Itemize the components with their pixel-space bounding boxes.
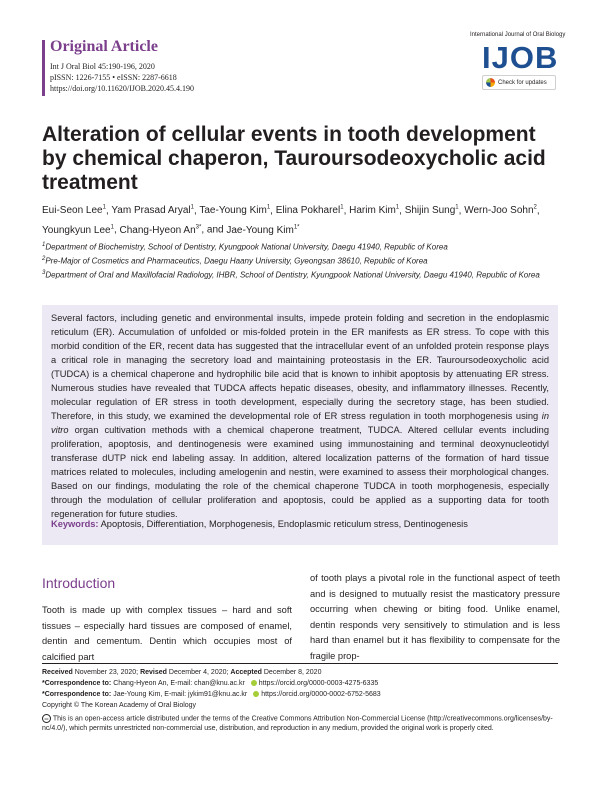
keywords [51,519,549,529]
journal-logo: IJOB [482,40,559,75]
citation-block [50,61,194,94]
keywords-label: Keywords: [51,519,99,529]
author[interactable]: Wern-Joo Sohn$^2$ [464,205,537,217]
author[interactable]: Tae-Young Kim$^1$ [199,205,271,217]
orcid-icon [251,680,257,686]
author[interactable]: Shijin Sung$^1$ [404,205,459,217]
footer-divider [42,663,558,664]
author[interactable]: Jae-Young Kim$^{1*}$ [226,224,300,236]
citation: Int J Oral Biol 45:190-196, 2020 [50,62,155,71]
doi-link[interactable]: https://doi.org/10.11620/IJOB.2020.45.4.190 [50,84,195,93]
dates-line: Received November 23, 2020; Revised December 4, 2020; Accepted December 8, 2020 [42,669,322,676]
creative-commons-icon: cc [42,714,51,723]
affiliation: $^2$Pre-Major of Cosmetics and Pharmaceutics, Daegu Haany University, Gyeongsan 38610, Republic of Korea [42,256,428,266]
keywords-text: Apoptosis, Differentiation, Morphogenesis, Endoplasmic reticulum stress, Dentinogenesis [100,519,468,529]
section-heading-introduction: Introduction [42,575,116,591]
author[interactable]: Yam Prasad Aryal$^1$ [111,205,194,217]
intro-paragraph-left: Tooth is made up with complex tissues – hard and soft tissues – especially hard tissues are composed of enamel, dentin and cementum. Dentin which occupies most of calcified part [42,605,292,662]
abstract-text: Several factors, including genetic and environmental insults, impede protein folding and secretion in the endoplasmic reticulum (ER). Accumulation of unfolded or mis-folded protein in the ER manifests as ER stress. To cope with this morbid condition of the ER, recent data has suggested that the intracellular event of an unfolded protein response plays a critical role in managing the secretory load and maintaining proteostasis in the ER. Tauroursodeoxycholic acid (TUDCA) is a chemical chaperone and hydrophilic bile acid that is known to inhibit apoptosis by attenuating ER stress. Numerous studies have revealed that TUDCA affects hepatic diseases, obesity, and inflammatory illnesses. Recently, molecular regulation of ER stress in tooth development, especially during the secretory stage, has been studied. Therefore, in this study, we examined the developmental role of ER stress regulation in tooth morphogenesis using in vitro organ cultivation methods with a chemical chaperone treatment, TUDCA. Altered cellular events including proliferation, apoptosis, and dentinogenesis were examined using immunostaining and terminal deoxynucleotidyl transferase dUTP nick end labeling assay. In addition, altered localization patterns of the formation of hard tissue matrices related to molecules, including amelogenin and nestin, were examined to assess their morphological changes. Based on our findings, modulating the role of the chemical chaperone TUDCA in tooth morphogenesis, especially through the modulation of cellular proliferation and apoptosis, could be applied as a supporting data for tooth regeneration for future studies. [51,313,549,519]
license-text: cc This is an open-access article distributed under the terms of the Creative Commons Attribution Non-Commercial License (http://creativecommons.org/licenses/by-nc/4.0/), which permits unrestricted non-commercial use, distribution, and reproduction in any medium, provided the original work is properly cited. [42,715,553,733]
affiliations [42,240,562,282]
article-type: Original Article [50,38,158,55]
intro-paragraph-right: of tooth plays a pivotal role in the functional aspect of teeth and is designed to mutually resist the masticatory pressure occurring when chewing or biting food. Unlike enamel, dentin responds very sensitively to stimulation and is less hard than enamel but it has flexibility to compensate for the fragile prop- [310,573,560,661]
correspondence-2: *Correspondence to: Jae-Young Kim, E-mail: jykim91@knu.ac.kr https://orcid.org/0000-0002-6752-5683 [42,691,381,698]
article-history [42,667,558,700]
affiliation: $^1$Department of Biochemistry, School of Dentistry, Kyungpook National University, Daegu 41940, Republic of Korea [42,242,448,252]
check-updates-label: Check for updates [498,79,547,86]
author[interactable]: Eui-Seon Lee$^1$ [42,205,106,217]
author[interactable]: Chang-Hyeon $An^{3*}$ [119,224,202,236]
orcid-link[interactable]: https://orcid.org/0000-0002-6752-5683 [261,691,381,698]
author[interactable]: Youngkyun Lee$^1$ [42,224,114,236]
orcid-icon [253,691,259,697]
issn: pISSN: 1226-7155 • eISSN: 2287-6618 [50,73,177,82]
author-list: Eui-Seon Lee$^1$, Yam Prasad Aryal$^1$, Tae-Young Kim$^1$, Elina Pokharel$^1$, Harim Kim$^1$, Shijin Sung$^1$, Wern-Joo Sohn$^2$, Youngkyun Lee$^1$, Chang-Hyeon $An^{3*}$, and Jae-Young Kim$^{1*}$ [42,205,540,236]
author[interactable]: Harim Kim$^1$ [349,205,400,217]
copyright: Copyright © The Korean Academy of Oral Biology [42,702,197,709]
check-updates-button[interactable] [482,75,556,90]
correspondence-1: *Correspondence to: Chang-Hyeon An, E-mail: chan@knu.ac.kr https://orcid.org/0000-0003-4275-6335 [42,680,379,687]
affiliation: $^3$Department of Oral and Maxillofacial Radiology, IHBR, School of Dentistry, Kyungpook National University, Daegu 41940, Republic of Korea [42,270,540,280]
header-accent-bar [42,40,45,96]
journal-full-name: International Journal of Oral Biology [470,32,566,38]
orcid-link[interactable]: https://orcid.org/0000-0003-4275-6335 [258,680,379,687]
article-title: Alteration of cellular events in tooth development by chemical chaperon, Tauroursodeoxycholic acid treatment [42,123,546,194]
crossmark-icon [486,78,495,87]
author[interactable]: Elina Pokharel$^1$ [275,205,344,217]
